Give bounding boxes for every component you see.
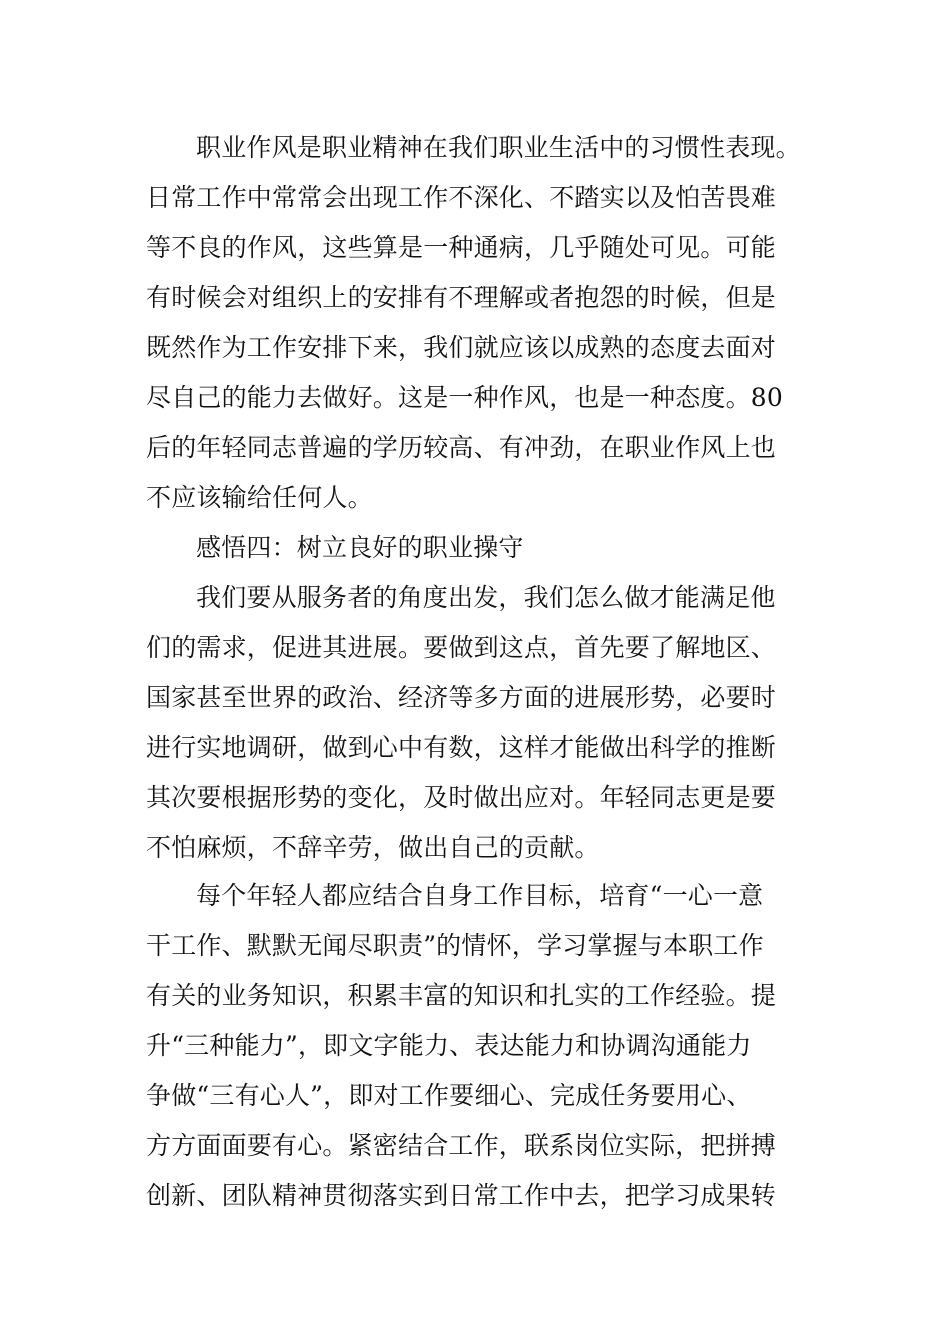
text-line: 每个年轻人都应结合自身工作目标，培育“一心一意 [196,881,764,910]
text-line: 其次要根据形势的变化，及时做出应对。年轻同志更是要 [146,783,777,812]
text-line: 既然作为工作安排下来，我们就应该以成熟的态度去面对 [146,333,777,362]
text-line: 尽自己的能力去做好。这是一种作风，也是一种态度。80 [146,383,784,412]
text-line: 们的需求，促进其进展。要做到这点，首先要了解地区、 [146,633,777,662]
text-line: 后的年轻同志普遍的学历较高、有冲劲，在职业作风上也 [146,433,777,462]
text-line: 干工作、默默无闻尽职责”的情怀，学习掌握与本职工作 [146,931,764,960]
text-line: 不应该输给任何人。 [146,483,373,512]
text-line: 日常工作中常常会出现工作不深化、不踏实以及怕苦畏难 [146,183,777,212]
text-line: 升“三种能力”，即文字能力、表达能力和协调沟通能力 [146,1031,752,1060]
text-line: 方方面面要有心。紧密结合工作，联系岗位实际，把拼搏 [146,1131,777,1160]
text-line: 我们要从服务者的角度出发，我们怎么做才能满足他 [196,583,776,612]
text-line: 争做“三有心人”，即对工作要细心、完成任务要用心、 [146,1081,752,1110]
text-line: 有时候会对组织上的安排有不理解或者抱怨的时候，但是 [146,283,777,312]
section-heading: 感悟四：树立良好的职业操守 [196,533,524,562]
text-line: 国家甚至世界的政治、经济等多方面的进展形势，必要时 [146,683,777,712]
text-line: 创新、团队精神贯彻落实到日常工作中去，把学习成果转 [146,1181,777,1210]
text-line: 进行实地调研，做到心中有数，这样才能做出科学的推断 [146,733,777,762]
text-line: 不怕麻烦，不辞辛劳，做出自己的贡献。 [146,833,600,862]
text-line: 等不良的作风，这些算是一种通病，几乎随处可见。可能 [146,233,777,262]
text-line: 有关的业务知识，积累丰富的知识和扎实的工作经验。提 [146,981,777,1010]
text-line: 职业作风是职业精神在我们职业生活中的习惯性表现。 [196,133,801,162]
